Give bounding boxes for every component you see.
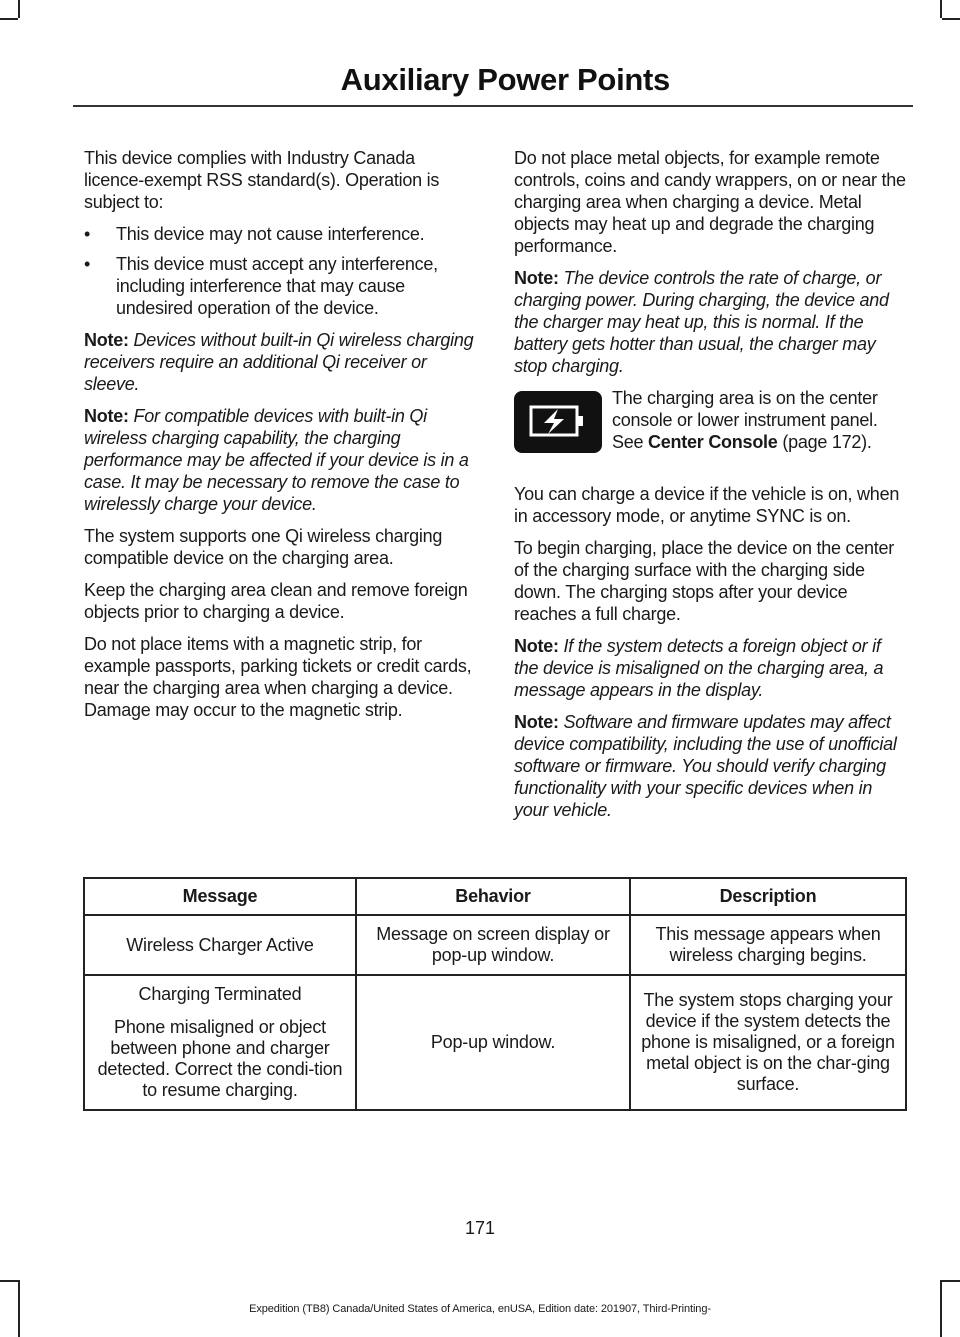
left-column [84, 147, 476, 731]
behavior-cell: Message on screen display or pop-up window. [356, 915, 630, 975]
paragraph-keep-clean: Keep the charging area clean and remove foreign objects prior to charging a device. [84, 580, 468, 622]
column-header-message: Message [84, 878, 356, 915]
header-divider [73, 105, 913, 107]
table-header-row [84, 878, 906, 915]
page-number: 171 [464, 1218, 496, 1238]
corner-mark-top-left-v [18, 0, 20, 18]
behavior-cell: Pop-up window. [356, 975, 630, 1110]
paragraph-when-charge: You can charge a device if the vehicle is on, when in accessory mode, or anytime SYNC is on. [514, 484, 900, 526]
list-item: • This device may not cause interference. [84, 224, 425, 244]
table-row [84, 975, 906, 1110]
column-header-behavior: Behavior [356, 878, 630, 915]
corner-mark-top-right-v [940, 0, 942, 18]
corner-mark-top-left-h [0, 18, 18, 20]
paragraph-magnetic-strip: Do not place items with a magnetic strip, for example passports, parking tickets or credit cards, near the charging area when charging a device. Damage may occur to the magnetic strip. [84, 634, 472, 720]
conditions-list [84, 223, 476, 319]
paragraph-begin-charging: To begin charging, place the device on the center of the charging surface with the charging side down. The charging stops after your device reaches a full charge. [514, 538, 895, 624]
right-column [514, 147, 908, 831]
bullet-icon: • [84, 254, 91, 274]
page-title: Auxiliary Power Points [340, 62, 670, 97]
corner-mark-bottom-left-h [0, 1280, 18, 1282]
message-cell: Charging Terminated Phone misaligned or object between phone and charger detected. Correct the condi-tion to resume charging. [84, 975, 356, 1110]
message-cell: Wireless Charger Active [84, 915, 356, 975]
corner-mark-bottom-right-h [942, 1280, 960, 1282]
description-cell: This message appears when wireless charging begins. [630, 915, 906, 975]
column-header-description: Description [630, 878, 906, 915]
wireless-charging-icon [514, 387, 602, 461]
bullet-icon: • [84, 224, 91, 244]
paragraph-supports: The system supports one Qi wireless charging compatible device on the charging area. [84, 526, 443, 568]
messages-table [83, 877, 907, 1111]
center-console-link[interactable]: Center Console [648, 432, 778, 452]
note-software-updates: Note: Software and firmware updates may affect device compatibility, including the use of unofficial software or firmware. You should verify charging functionality with your specific devices when in your vehicle. [514, 712, 897, 820]
note-qi-receiver: Note: Devices without built-in Qi wireless charging receivers require an additional Qi receiver or sleeve. [84, 330, 474, 394]
note-foreign-object: Note: If the system detects a foreign object or if the device is misaligned on the charging area, a message appears in the display. [514, 636, 884, 700]
note-charge-rate: Note: The device controls the rate of charge, or charging power. During charging, the device and the charger may heat up, this is normal. If the battery gets hotter than usual, the charger may stop charging. [514, 268, 889, 376]
list-item: • This device must accept any interference, including interference that may cause undesired operation of the device. [84, 254, 438, 318]
intro-paragraph: This device complies with Industry Canada licence-exempt RSS standard(s). Operation is subject to: [84, 148, 440, 212]
corner-mark-top-right-h [942, 18, 960, 20]
charging-area-paragraph: The charging area is on the center console or lower instrument panel. See Center Console (page 172). [514, 387, 908, 465]
note-device-case: Note: For compatible devices with built-in Qi wireless charging capability, the charging performance may be affected if your device is in a case. It may be necessary to remove the case to wirelessly charge your device. [84, 406, 469, 514]
table-row [84, 915, 906, 975]
description-cell: The system stops charging your device if the system detects the phone is misaligned, or a foreign metal object is on the char-ging surface. [630, 975, 906, 1110]
paragraph-metal-objects: Do not place metal objects, for example remote controls, coins and candy wrappers, on or near the charging area when charging a device. Metal objects may heat up and degrade the charging performance. [514, 148, 906, 256]
footer-text: Expedition (TB8) Canada/United States of America, enUSA, Edition date: 201907, Third-Printing- [249, 1303, 711, 1315]
